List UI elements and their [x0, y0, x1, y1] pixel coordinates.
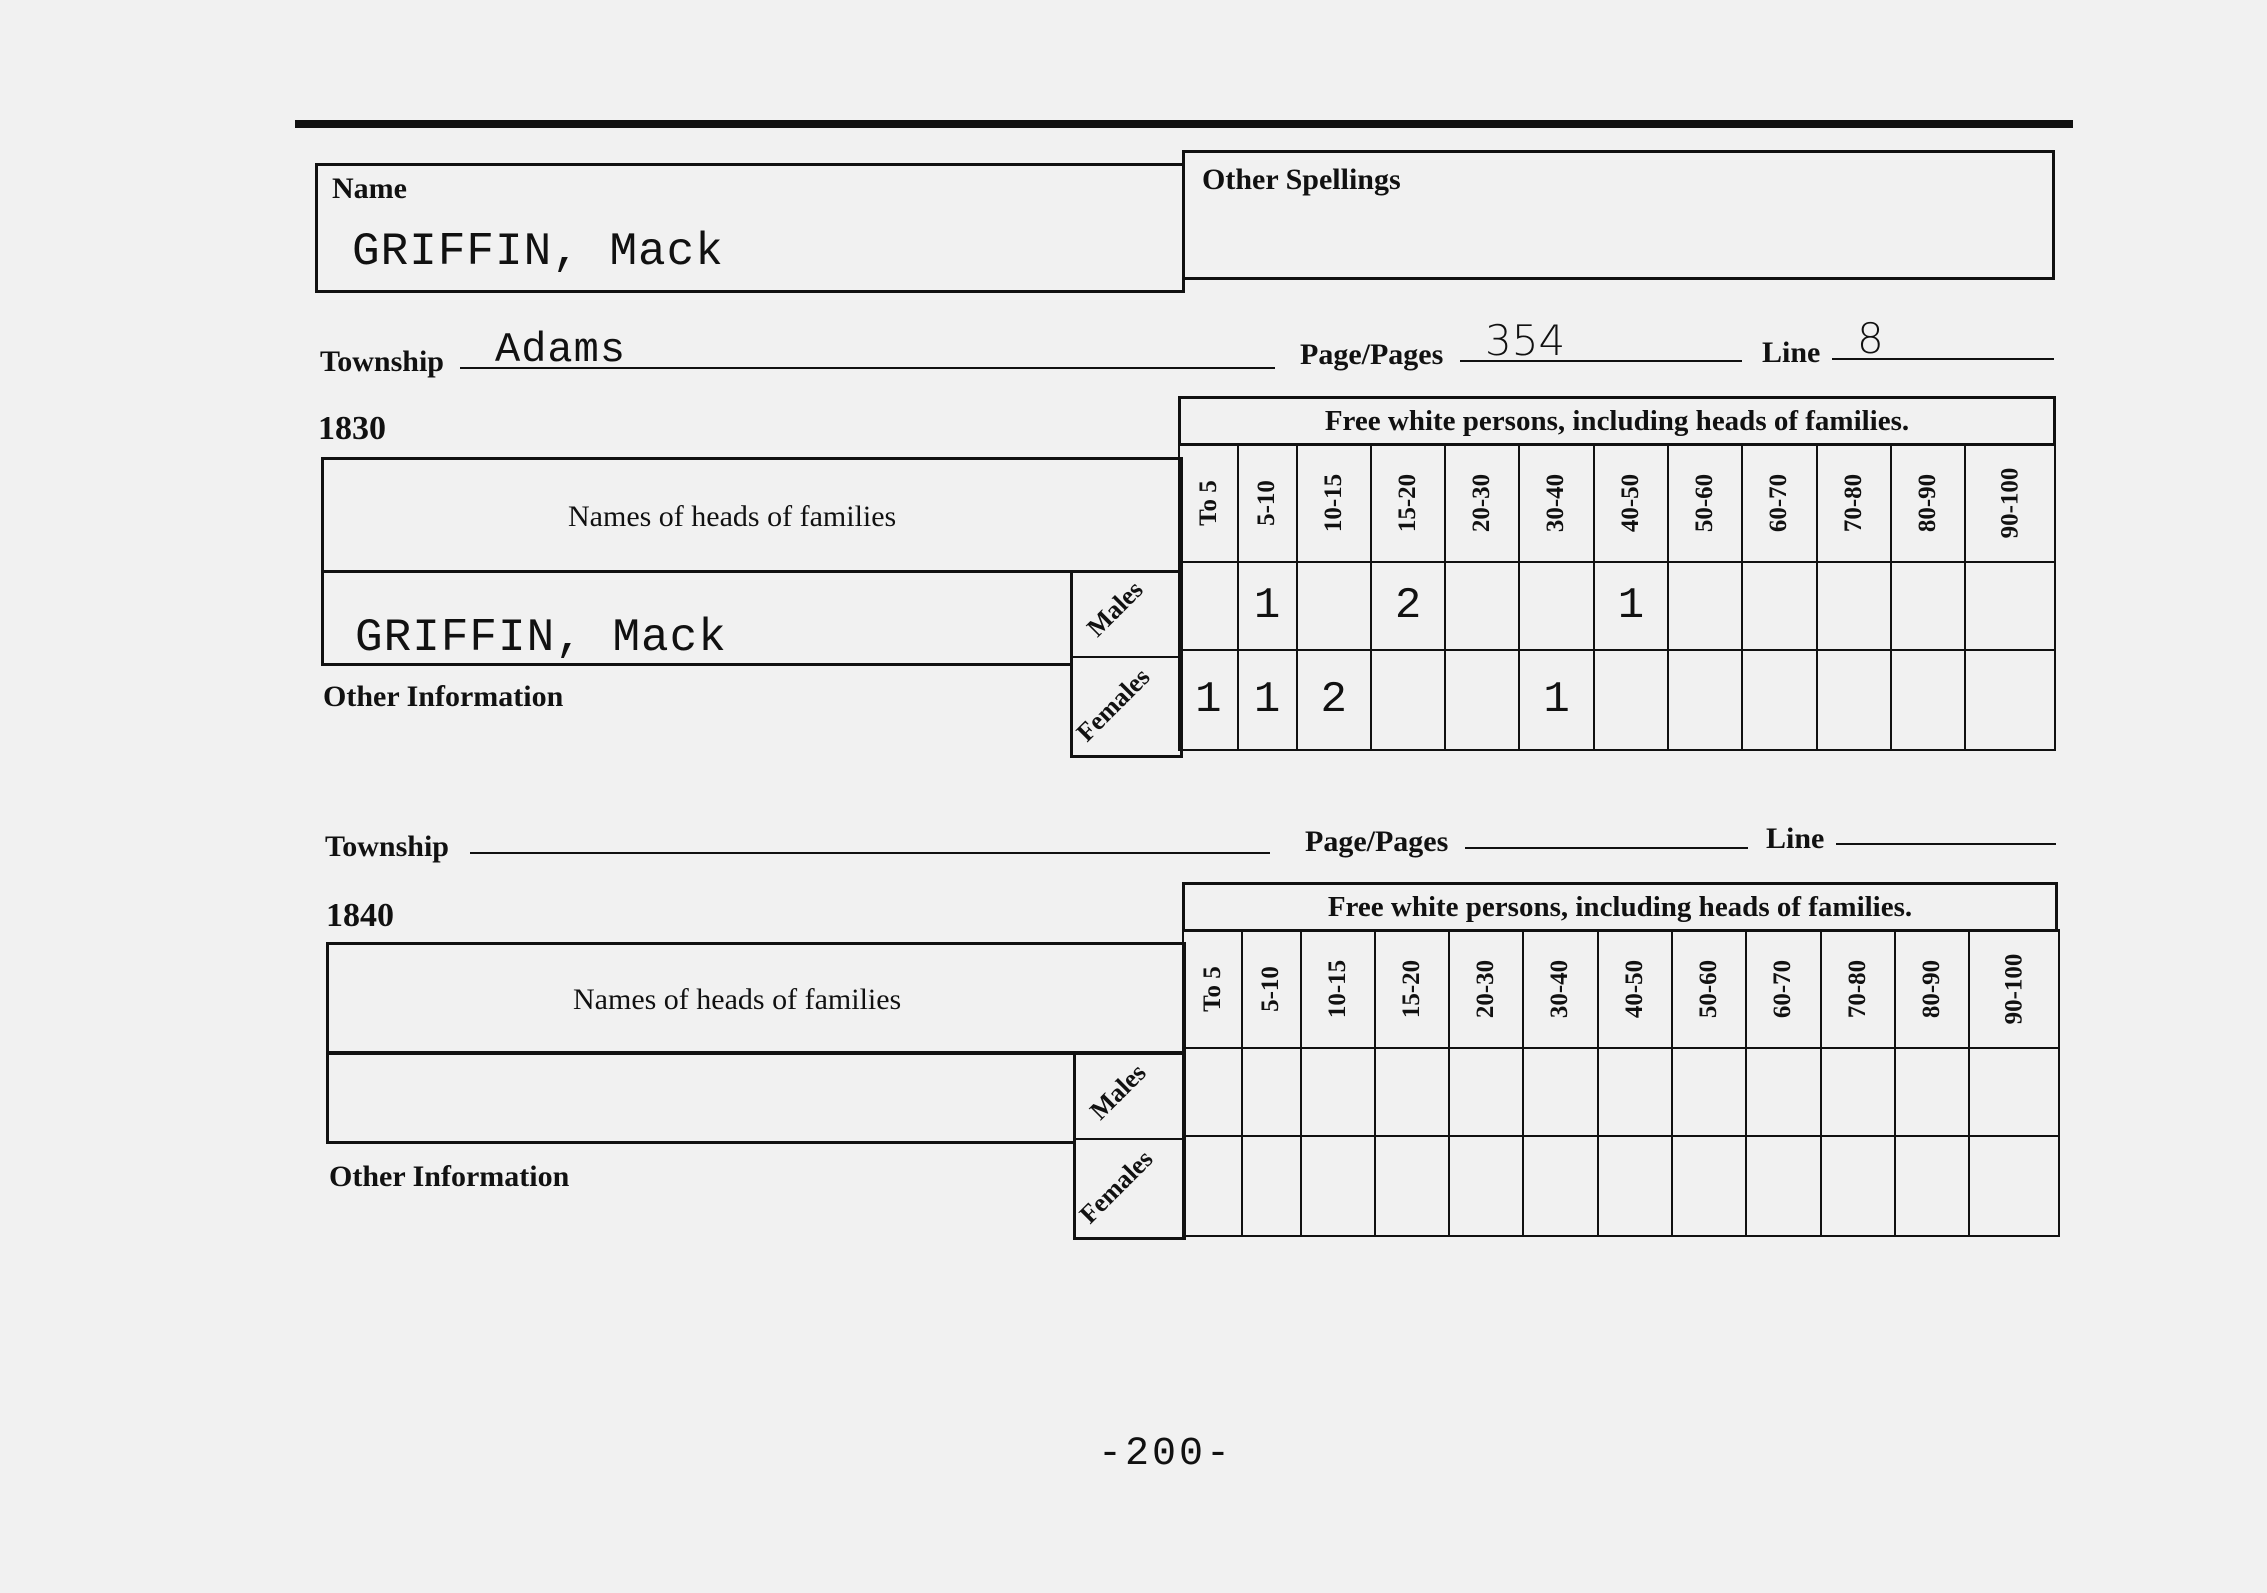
females-count-cell	[1242, 1136, 1301, 1236]
age-column-header	[1817, 444, 1891, 562]
males-count-cell	[1445, 562, 1519, 650]
head-name-box-1840	[326, 1052, 1076, 1144]
males-row	[1183, 1048, 2059, 1136]
age-grid-1830	[1178, 443, 2056, 751]
names-header-1840: Names of heads of families	[573, 983, 902, 1016]
females-count-cell	[1969, 1136, 2059, 1236]
age-grid-1840	[1182, 929, 2060, 1237]
line-label-1830: Line	[1762, 336, 1821, 369]
age-column-label: 90-100	[1996, 467, 2024, 539]
page-label-1830: Page/Pages	[1300, 338, 1444, 371]
females-count-cell	[1594, 650, 1668, 750]
line-label-1840: Line	[1766, 822, 1825, 855]
age-column-header	[1445, 444, 1519, 562]
males-count-cell: 2	[1371, 562, 1445, 650]
males-count-cell	[1375, 1048, 1449, 1136]
page-number: -200-	[1098, 1432, 1234, 1477]
township-label-1840: Township	[325, 830, 449, 863]
females-count-cell	[1817, 650, 1891, 750]
line-line-1840	[1836, 843, 2056, 845]
age-column-label: To 5	[1198, 966, 1226, 1012]
age-column-header	[1519, 444, 1593, 562]
females-count-cell	[1301, 1136, 1375, 1236]
other-info-label-1840: Other Information	[329, 1160, 570, 1193]
name-value: GRIFFIN, Mack	[352, 226, 724, 278]
age-column-label: 50-60	[1695, 959, 1723, 1019]
females-row	[1183, 1136, 2059, 1236]
age-column-label: 80-90	[1918, 959, 1946, 1019]
age-column-label: 15-20	[1394, 473, 1422, 533]
age-column-label: 30-40	[1542, 473, 1570, 533]
line-value-1830: 8	[1857, 314, 1884, 363]
names-header-1830: Names of heads of families	[568, 500, 897, 533]
females-count-cell	[1672, 1136, 1746, 1236]
males-count-cell	[1297, 562, 1371, 650]
females-count-cell	[1445, 650, 1519, 750]
age-column-label: 70-80	[1839, 473, 1867, 533]
males-count-cell: 1	[1238, 562, 1297, 650]
males-count-cell	[1969, 1048, 2059, 1136]
age-column-label: 40-50	[1620, 959, 1648, 1019]
males-count-cell	[1523, 1048, 1597, 1136]
females-label-1830: Females	[1070, 662, 1156, 748]
females-count-cell	[1183, 1136, 1242, 1236]
age-column-header	[1523, 930, 1597, 1048]
males-count-cell	[1895, 1048, 1969, 1136]
age-column-header	[1371, 444, 1445, 562]
age-column-label: 30-40	[1546, 959, 1574, 1019]
age-column-header	[1179, 444, 1238, 562]
males-count-cell	[1821, 1048, 1895, 1136]
age-column-label: 5-10	[1257, 966, 1285, 1012]
age-column-label: 20-30	[1468, 473, 1496, 533]
females-count-cell	[1523, 1136, 1597, 1236]
males-count-cell	[1449, 1048, 1523, 1136]
age-column-header	[1242, 930, 1301, 1048]
age-column-label: 90-100	[2000, 953, 2028, 1025]
males-label-1840: Males	[1084, 1057, 1152, 1126]
age-header-row	[1183, 930, 2059, 1048]
name-label: Name	[332, 172, 407, 205]
females-row	[1179, 650, 2055, 750]
age-column-header	[1598, 930, 1672, 1048]
males-count-cell	[1672, 1048, 1746, 1136]
males-count-cell	[1965, 562, 2055, 650]
age-column-label: 20-30	[1472, 959, 1500, 1019]
females-count-cell	[1742, 650, 1816, 750]
females-count-cell	[1821, 1136, 1895, 1236]
females-count-cell	[1965, 650, 2055, 750]
other-info-label-1830: Other Information	[323, 680, 564, 713]
age-column-header	[1449, 930, 1523, 1048]
males-count-cell	[1891, 562, 1965, 650]
females-count-cell	[1746, 1136, 1820, 1236]
page-value-1830: 354	[1485, 316, 1566, 365]
age-column-label: To 5	[1194, 480, 1222, 526]
age-column-header	[1297, 444, 1371, 562]
females-count-cell	[1375, 1136, 1449, 1236]
males-count-cell	[1301, 1048, 1375, 1136]
age-column-header	[1895, 930, 1969, 1048]
age-column-header	[1375, 930, 1449, 1048]
age-column-label: 80-90	[1914, 473, 1942, 533]
age-column-label: 70-80	[1843, 959, 1871, 1019]
age-column-header	[1969, 930, 2059, 1048]
age-header-row	[1179, 444, 2055, 562]
males-count-cell	[1519, 562, 1593, 650]
males-row	[1179, 562, 2055, 650]
age-column-header	[1742, 444, 1816, 562]
females-count-cell	[1891, 650, 1965, 750]
age-column-header	[1238, 444, 1297, 562]
age-column-label: 60-70	[1769, 959, 1797, 1019]
age-column-header	[1965, 444, 2055, 562]
females-count-cell	[1449, 1136, 1523, 1236]
band-title-1840: Free white persons, including heads of families.	[1182, 882, 2058, 932]
sex-divider-1840	[1073, 1138, 1186, 1140]
sex-divider-1830	[1070, 656, 1183, 658]
males-count-cell	[1746, 1048, 1820, 1136]
females-count-cell: 1	[1519, 650, 1593, 750]
age-column-label: 5-10	[1253, 480, 1281, 526]
age-column-header	[1301, 930, 1375, 1048]
age-column-header	[1183, 930, 1242, 1048]
age-column-label: 50-60	[1691, 473, 1719, 533]
band-title-1830: Free white persons, including heads of families.	[1178, 396, 2056, 446]
males-count-cell	[1183, 1048, 1242, 1136]
age-column-header	[1746, 930, 1820, 1048]
page-line-1840	[1465, 847, 1748, 849]
age-column-header	[1891, 444, 1965, 562]
other-spellings-label: Other Spellings	[1202, 163, 1401, 196]
females-count-cell: 1	[1179, 650, 1238, 750]
year-1830: 1830	[318, 410, 386, 447]
township-label-1830: Township	[320, 345, 444, 378]
females-count-cell	[1668, 650, 1742, 750]
age-column-label: 15-20	[1398, 959, 1426, 1019]
page-label-1840: Page/Pages	[1305, 825, 1449, 858]
females-count-cell	[1895, 1136, 1969, 1236]
age-column-header	[1821, 930, 1895, 1048]
males-count-cell	[1598, 1048, 1672, 1136]
females-count-cell: 1	[1238, 650, 1297, 750]
township-line-1840	[470, 852, 1270, 854]
females-label-1840: Females	[1073, 1144, 1159, 1230]
females-count-cell: 2	[1297, 650, 1371, 750]
age-column-header	[1672, 930, 1746, 1048]
top-rule	[295, 120, 2073, 128]
males-count-cell	[1242, 1048, 1301, 1136]
age-column-header	[1594, 444, 1668, 562]
age-column-label: 60-70	[1765, 473, 1793, 533]
males-count-cell	[1179, 562, 1238, 650]
age-column-header	[1668, 444, 1742, 562]
age-column-label: 10-15	[1319, 473, 1347, 533]
males-count-cell	[1668, 562, 1742, 650]
age-column-label: 10-15	[1323, 959, 1351, 1019]
males-count-cell	[1742, 562, 1816, 650]
year-1840: 1840	[326, 897, 394, 934]
females-count-cell	[1598, 1136, 1672, 1236]
head-name-1830: GRIFFIN, Mack	[355, 612, 727, 664]
males-count-cell	[1817, 562, 1891, 650]
females-count-cell	[1371, 650, 1445, 750]
males-count-cell: 1	[1594, 562, 1668, 650]
age-column-label: 40-50	[1616, 473, 1644, 533]
males-label-1830: Males	[1081, 574, 1149, 643]
township-value-1830: Adams	[495, 326, 627, 374]
